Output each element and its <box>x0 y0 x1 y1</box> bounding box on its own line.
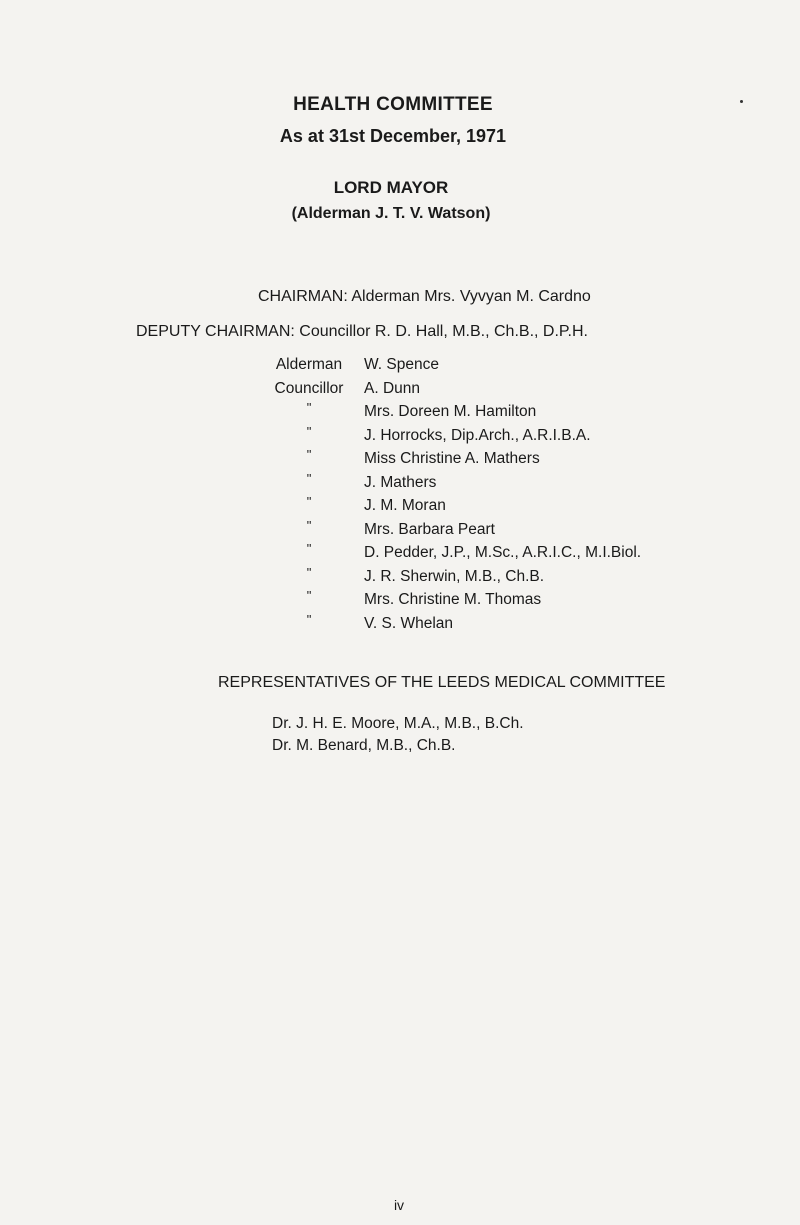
representative-name: Dr. M. Benard, M.B., Ch.B. <box>272 737 456 754</box>
ditto-mark: " <box>306 470 312 486</box>
ditto-mark: " <box>306 494 312 509</box>
ditto-mark: " <box>306 611 312 627</box>
representatives-heading: REPRESENTATIVES OF THE LEEDS MEDICAL COMMITTEE <box>218 674 666 691</box>
member-row <box>254 356 641 380</box>
member-list <box>254 356 641 638</box>
member-name: V. S. Whelan <box>364 614 454 632</box>
lord-mayor-title: LORD MAYOR <box>333 178 449 197</box>
member-name: W. Spence <box>364 356 439 373</box>
member-name: Miss Christine A. Mathers <box>364 450 540 467</box>
ditto-mark: " <box>306 447 312 462</box>
member-name: Mrs. Doreen M. Hamilton <box>364 403 537 420</box>
member-name: A. Dunn <box>364 379 421 397</box>
lord-mayor-name: (Alderman J. T. V. Watson) <box>291 205 491 222</box>
ditto-mark: " <box>306 423 312 439</box>
representative-name: Dr. J. H. E. Moore, M.A., M.B., B.Ch. <box>272 715 524 732</box>
ditto-mark: " <box>306 541 312 556</box>
deputy-chairman-line: DEPUTY CHAIRMAN: Councillor R. D. Hall, M.B., Ch.B., D.P.H. <box>136 323 588 340</box>
page-number: iv <box>393 1197 405 1213</box>
page-title: HEALTH COMMITTEE <box>293 94 493 115</box>
member-name: Mrs. Christine M. Thomas <box>364 591 542 608</box>
member-name: J. Horrocks, Dip.Arch., A.R.I.B.A. <box>364 426 591 444</box>
member-role: Councillor <box>274 379 344 397</box>
representatives-list <box>272 715 524 759</box>
page-subtitle: As at 31st December, 1971 <box>279 126 507 146</box>
member-name: J. R. Sherwin, M.B., Ch.B. <box>364 567 545 585</box>
member-row <box>254 611 641 639</box>
member-role: Alderman <box>275 356 343 373</box>
ditto-mark: " <box>306 588 312 603</box>
member-name: J. M. Moran <box>364 497 446 514</box>
chairman-line: CHAIRMAN: Alderman Mrs. Vyvyan M. Cardno <box>258 288 591 305</box>
ditto-mark: " <box>306 564 312 580</box>
member-name: J. Mathers <box>364 473 437 491</box>
member-name: Mrs. Barbara Peart <box>364 520 495 538</box>
ditto-mark: " <box>306 400 312 415</box>
member-name: D. Pedder, J.P., M.Sc., A.R.I.C., M.I.Biol. <box>364 544 642 561</box>
ditto-mark: " <box>306 517 312 533</box>
